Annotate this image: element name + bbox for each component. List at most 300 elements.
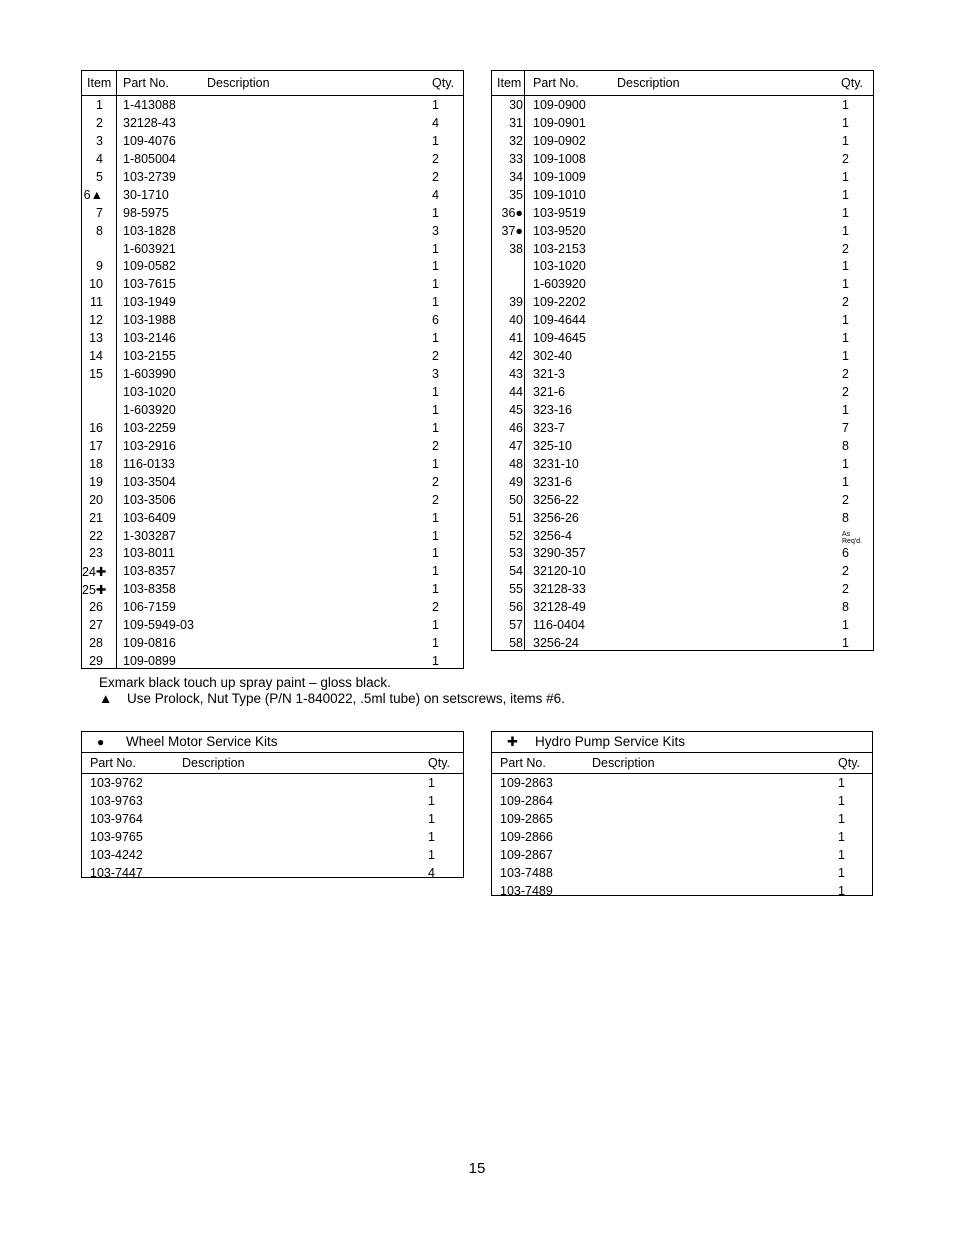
- part-number: 103-7447: [90, 866, 143, 880]
- kit-body: [82, 774, 463, 883]
- part-number: 103-6409: [123, 510, 176, 525]
- kit-row: [492, 793, 872, 811]
- part-number: 1-603921: [123, 241, 176, 256]
- table-row: [82, 581, 463, 599]
- part-number: 103-1949: [123, 295, 176, 310]
- quantity: 1: [432, 295, 439, 310]
- table-row: [492, 456, 873, 474]
- quantity: 1: [432, 510, 439, 525]
- item-number: 14: [89, 349, 103, 364]
- item-number: 1: [96, 98, 103, 112]
- table-row: [82, 205, 463, 223]
- part-number: 103-1020: [123, 385, 176, 399]
- item-number: 40: [509, 313, 523, 328]
- item-number: 4: [96, 151, 103, 166]
- quantity: 1: [428, 848, 435, 862]
- item-number: 21: [89, 510, 103, 525]
- quantity: 2: [842, 367, 849, 382]
- item-number: 3: [96, 133, 103, 148]
- item-number: 7: [96, 205, 103, 220]
- part-number: 325-10: [533, 438, 572, 453]
- part-number: 1-603920: [123, 402, 176, 417]
- quantity: 1: [432, 402, 439, 417]
- table-row: [82, 97, 463, 115]
- quantity: 1: [842, 277, 849, 292]
- item-number: 45: [509, 402, 523, 417]
- table-row: [82, 187, 463, 205]
- table-row: [82, 258, 463, 276]
- header-qty: Qty.: [838, 756, 860, 770]
- kit-header: [82, 753, 463, 774]
- header-description: Description: [592, 756, 655, 770]
- quantity: 1: [432, 277, 439, 292]
- table-header: [82, 71, 463, 96]
- table-row: [492, 510, 873, 528]
- part-number: 103-8011: [123, 546, 175, 561]
- kit-row: [82, 775, 463, 793]
- header-part: Part No.: [90, 756, 136, 770]
- item-number: 36●: [501, 205, 523, 220]
- quantity: 1: [842, 259, 849, 274]
- table-row: [492, 312, 873, 330]
- item-number: 23: [89, 546, 103, 561]
- quantity: 2: [432, 438, 439, 453]
- table-row: [492, 402, 873, 420]
- header-qty: Qty.: [841, 76, 863, 90]
- part-number: 109-5949-03: [123, 618, 194, 633]
- quantity: 1: [428, 830, 435, 844]
- quantity: 1: [842, 402, 849, 417]
- item-number: 5: [96, 169, 103, 184]
- quantity: 1: [432, 636, 439, 651]
- table-row: [492, 348, 873, 366]
- table-row: [82, 169, 463, 187]
- kit-row: [82, 829, 463, 847]
- part-number: 103-9764: [90, 812, 143, 826]
- part-number: 103-8357: [123, 564, 176, 579]
- part-number: 321-6: [533, 385, 565, 399]
- header-description: Description: [182, 756, 245, 770]
- item-number: 50: [509, 492, 523, 507]
- kit-body: [492, 774, 872, 901]
- item-number: 6▲: [83, 187, 103, 202]
- part-number: 3231-6: [533, 474, 572, 489]
- table-row: [492, 133, 873, 151]
- quantity: 1: [432, 564, 439, 579]
- table-row: [492, 474, 873, 492]
- part-number: 32128-43: [123, 115, 176, 130]
- table-row: [492, 366, 873, 384]
- part-number: 3231-10: [533, 456, 579, 471]
- part-number: 323-7: [533, 420, 565, 435]
- quantity: 1: [842, 349, 849, 364]
- quantity: 1: [842, 169, 849, 184]
- part-number: 3256-24: [533, 636, 579, 651]
- triangle-icon: ▲: [99, 691, 113, 706]
- kit-header: [492, 753, 872, 774]
- table-row: [492, 492, 873, 510]
- quantity: 1: [838, 776, 845, 790]
- quantity: 4: [432, 187, 439, 202]
- quantity: 1: [842, 115, 849, 130]
- item-number: 18: [89, 456, 103, 471]
- table-body: [492, 96, 873, 653]
- quantity: 1: [838, 794, 845, 808]
- quantity: 1: [842, 98, 849, 112]
- quantity: 1: [432, 528, 439, 543]
- quantity: 1: [432, 385, 439, 399]
- item-number: 19: [89, 474, 103, 489]
- item-number: 35: [509, 187, 523, 202]
- table-row: [82, 402, 463, 420]
- table-row: [492, 241, 873, 259]
- table-row: [82, 366, 463, 384]
- hydro-pump-kits-table: [491, 731, 873, 896]
- quantity: 1: [838, 848, 845, 862]
- quantity: 2: [842, 564, 849, 579]
- part-number: 1-603920: [533, 277, 586, 292]
- table-row: [492, 115, 873, 133]
- part-number: 3290-357: [533, 546, 586, 561]
- part-number: 103-7489: [500, 884, 553, 898]
- quantity: 1: [842, 636, 849, 651]
- item-number: 20: [89, 492, 103, 507]
- table-row: [492, 187, 873, 205]
- item-number: 30: [509, 98, 523, 112]
- table-row: [82, 653, 463, 671]
- quantity: 1: [432, 546, 439, 561]
- item-number: 48: [509, 456, 523, 471]
- table-row: [82, 510, 463, 528]
- table-row: [492, 294, 873, 312]
- part-number: 1-805004: [123, 151, 176, 166]
- table-row: [492, 258, 873, 276]
- item-number: 58: [509, 636, 523, 651]
- item-number: 54: [509, 564, 523, 579]
- part-number: 32128-33: [533, 582, 586, 597]
- table-row: [82, 241, 463, 259]
- part-number: 3256-26: [533, 510, 579, 525]
- prolock-text: Use Prolock, Nut Type (P/N 1-840022, .5ml tube) on setscrews, items #6.: [127, 691, 565, 706]
- part-number: 103-9765: [90, 830, 143, 844]
- quantity: 1: [842, 223, 849, 238]
- quantity: 2: [842, 295, 849, 310]
- header-part: Part No.: [123, 76, 169, 90]
- table-row: [492, 599, 873, 617]
- quantity: 3: [432, 223, 439, 238]
- part-number: 103-2916: [123, 438, 176, 453]
- quantity: 8: [842, 600, 849, 615]
- table-row: [82, 563, 463, 581]
- part-number: 109-4644: [533, 313, 586, 328]
- wheel-motor-kits-table: [81, 731, 464, 878]
- table-row: [492, 563, 873, 581]
- item-number: 57: [509, 618, 523, 633]
- cross-icon: ✚: [507, 734, 518, 749]
- part-number: 103-2155: [123, 349, 176, 364]
- table-row: [82, 276, 463, 294]
- part-number: 109-2865: [500, 812, 553, 826]
- quantity: 4: [428, 866, 435, 880]
- part-number: 1-603990: [123, 367, 176, 382]
- part-number: 32128-49: [533, 600, 586, 615]
- part-number: 103-1988: [123, 313, 176, 328]
- part-number: 30-1710: [123, 187, 169, 202]
- quantity: 2: [432, 492, 439, 507]
- item-number: 39: [509, 295, 523, 310]
- quantity: 1: [432, 331, 439, 346]
- table-row: [82, 133, 463, 151]
- table-row: [82, 223, 463, 241]
- kit-row: [82, 811, 463, 829]
- kit-row: [82, 793, 463, 811]
- quantity: 1: [842, 313, 849, 328]
- parts-table-left: [81, 70, 464, 669]
- item-number: 51: [509, 510, 523, 525]
- paint-note: Exmark black touch up spray paint – gloss black.: [99, 675, 391, 690]
- table-row: [492, 635, 873, 653]
- header-description: Description: [617, 76, 680, 90]
- kit-row: [492, 847, 872, 865]
- part-number: 116-0404: [533, 618, 585, 633]
- part-number: 1-303287: [123, 528, 176, 543]
- item-number: 26: [89, 600, 103, 615]
- table-row: [82, 115, 463, 133]
- table-row: [82, 599, 463, 617]
- part-number: 109-0902: [533, 133, 586, 148]
- item-number: 29: [89, 654, 103, 669]
- part-number: 103-7615: [123, 277, 176, 292]
- table-row: [492, 438, 873, 456]
- item-number: 44: [509, 385, 523, 399]
- quantity: 1: [428, 776, 435, 790]
- part-number: 109-0901: [533, 115, 586, 130]
- part-number: 109-0899: [123, 654, 176, 669]
- quantity: 2: [842, 385, 849, 399]
- table-row: [82, 474, 463, 492]
- item-number: 55: [509, 582, 523, 597]
- table-row: [82, 545, 463, 563]
- quantity: 1: [842, 618, 849, 633]
- quantity: 1: [838, 812, 845, 826]
- table-row: [82, 312, 463, 330]
- item-number: 27: [89, 618, 103, 633]
- table-row: [82, 528, 463, 546]
- table-row: [492, 581, 873, 599]
- item-number: 33: [509, 151, 523, 166]
- quantity: 1: [842, 331, 849, 346]
- part-number: 103-1828: [123, 223, 176, 238]
- quantity: 2: [432, 349, 439, 364]
- table-row: [82, 384, 463, 402]
- part-number: 32120-10: [533, 564, 586, 579]
- table-row: [82, 420, 463, 438]
- table-row: [492, 169, 873, 187]
- quantity: 1: [838, 884, 845, 898]
- quantity: 1: [432, 582, 439, 597]
- table-row: [82, 456, 463, 474]
- part-number: 103-9519: [533, 205, 586, 220]
- kit-title: Wheel Motor Service Kits: [126, 734, 278, 749]
- bullet-icon: ●: [97, 735, 105, 749]
- quantity: 2: [842, 582, 849, 597]
- item-number: 32: [509, 133, 523, 148]
- part-number: 323-16: [533, 402, 572, 417]
- table-row: [82, 348, 463, 366]
- part-number: 103-2146: [123, 331, 176, 346]
- part-number: 103-9762: [90, 776, 143, 790]
- part-number: 98-5975: [123, 205, 169, 220]
- part-number: 109-4645: [533, 331, 586, 346]
- part-number: 3256-22: [533, 492, 579, 507]
- table-body: [82, 96, 463, 671]
- item-number: 42: [509, 349, 523, 364]
- item-number: 41: [509, 331, 523, 346]
- quantity: 1: [838, 830, 845, 844]
- quantity: 3: [432, 367, 439, 382]
- header-part: Part No.: [500, 756, 546, 770]
- quantity: 1: [432, 205, 439, 220]
- page-number: 15: [468, 1160, 486, 1177]
- part-number: 1-413088: [123, 98, 176, 112]
- quantity: 1: [432, 618, 439, 633]
- quantity: 4: [432, 115, 439, 130]
- item-number: 25✚: [82, 583, 107, 598]
- item-number: 8: [96, 223, 103, 238]
- table-row: [492, 223, 873, 241]
- quantity: 6: [432, 313, 439, 328]
- quantity: 2: [432, 151, 439, 166]
- table-row: [492, 276, 873, 294]
- kit-row: [492, 883, 872, 901]
- part-number: 103-9520: [533, 223, 586, 238]
- item-number: 15: [89, 367, 103, 382]
- item-number: 12: [89, 313, 103, 328]
- quantity: 2: [842, 241, 849, 256]
- kit-row: [492, 811, 872, 829]
- part-number: 109-1010: [533, 187, 586, 202]
- table-row: [82, 492, 463, 510]
- part-number: 109-2864: [500, 794, 553, 808]
- quantity: 1: [428, 794, 435, 808]
- item-number: 34: [509, 169, 523, 184]
- part-number: 109-0582: [123, 259, 176, 274]
- quantity: 1: [842, 205, 849, 220]
- quantity: As Req'd.: [842, 530, 863, 545]
- quantity: 1: [842, 474, 849, 489]
- quantity: 1: [842, 187, 849, 202]
- item-number: 10: [89, 277, 103, 292]
- quantity: 1: [428, 812, 435, 826]
- table-row: [492, 420, 873, 438]
- part-number: 103-2259: [123, 420, 176, 435]
- quantity: 2: [842, 151, 849, 166]
- item-number: 16: [89, 420, 103, 435]
- kit-title: Hydro Pump Service Kits: [535, 734, 686, 749]
- item-number: 38: [509, 241, 523, 256]
- table-row: [492, 545, 873, 563]
- table-row: [82, 151, 463, 169]
- quantity: 1: [432, 241, 439, 256]
- item-number: 47: [509, 438, 523, 453]
- table-row: [492, 97, 873, 115]
- part-number: 109-1008: [533, 151, 586, 166]
- part-number: 103-3504: [123, 474, 176, 489]
- header-description: Description: [207, 76, 270, 90]
- part-number: 109-1009: [533, 169, 586, 184]
- item-number: 56: [509, 600, 523, 615]
- quantity: 2: [842, 492, 849, 507]
- table-row: [82, 330, 463, 348]
- part-number: 109-2867: [500, 848, 553, 862]
- header-item: Item: [497, 76, 522, 90]
- quantity: 2: [432, 474, 439, 489]
- quantity: 1: [432, 98, 439, 112]
- part-number: 109-0816: [123, 636, 176, 651]
- table-row: [82, 635, 463, 653]
- item-number: 9: [96, 259, 103, 274]
- quantity: 1: [842, 456, 849, 471]
- table-row: [492, 528, 873, 546]
- quantity: 1: [838, 866, 845, 880]
- part-number: 109-2863: [500, 776, 553, 790]
- table-row: [82, 438, 463, 456]
- item-number: 28: [89, 636, 103, 651]
- header-part: Part No.: [533, 76, 579, 90]
- quantity: 8: [842, 438, 849, 453]
- part-number: 302-40: [533, 349, 572, 364]
- part-number: 3256-4: [533, 528, 572, 543]
- item-number: 13: [89, 331, 103, 346]
- part-number: 103-8358: [123, 582, 176, 597]
- quantity: 7: [842, 420, 849, 435]
- part-number: 103-2739: [123, 169, 176, 184]
- quantity: 1: [432, 133, 439, 148]
- kit-title-bar: [492, 732, 872, 753]
- part-number: 103-9763: [90, 794, 143, 808]
- kit-row: [82, 847, 463, 865]
- part-number: 321-3: [533, 367, 565, 382]
- quantity: 1: [432, 420, 439, 435]
- quantity: 6: [842, 546, 849, 561]
- item-number: 52: [509, 528, 523, 543]
- part-number: 106-7159: [123, 600, 176, 615]
- item-number: 22: [89, 528, 103, 543]
- item-number: 53: [509, 546, 523, 561]
- header-qty: Qty.: [428, 756, 450, 770]
- item-number: 43: [509, 367, 523, 382]
- kit-row: [492, 829, 872, 847]
- table-row: [492, 151, 873, 169]
- part-number: 116-0133: [123, 456, 175, 471]
- table-row: [492, 384, 873, 402]
- kit-title-bar: [82, 732, 463, 753]
- table-row: [82, 294, 463, 312]
- part-number: 103-2153: [533, 241, 586, 256]
- part-number: 109-2866: [500, 830, 553, 844]
- quantity: 2: [432, 169, 439, 184]
- table-row: [492, 205, 873, 223]
- item-number: 24✚: [82, 565, 107, 580]
- item-number: 49: [509, 474, 523, 489]
- item-number: 31: [509, 115, 523, 130]
- parts-table-right: [491, 70, 874, 651]
- quantity: 1: [432, 456, 439, 471]
- part-number: 109-2202: [533, 295, 586, 310]
- prolock-note: [99, 691, 565, 706]
- table-row: [492, 330, 873, 348]
- part-number: 103-1020: [533, 259, 586, 274]
